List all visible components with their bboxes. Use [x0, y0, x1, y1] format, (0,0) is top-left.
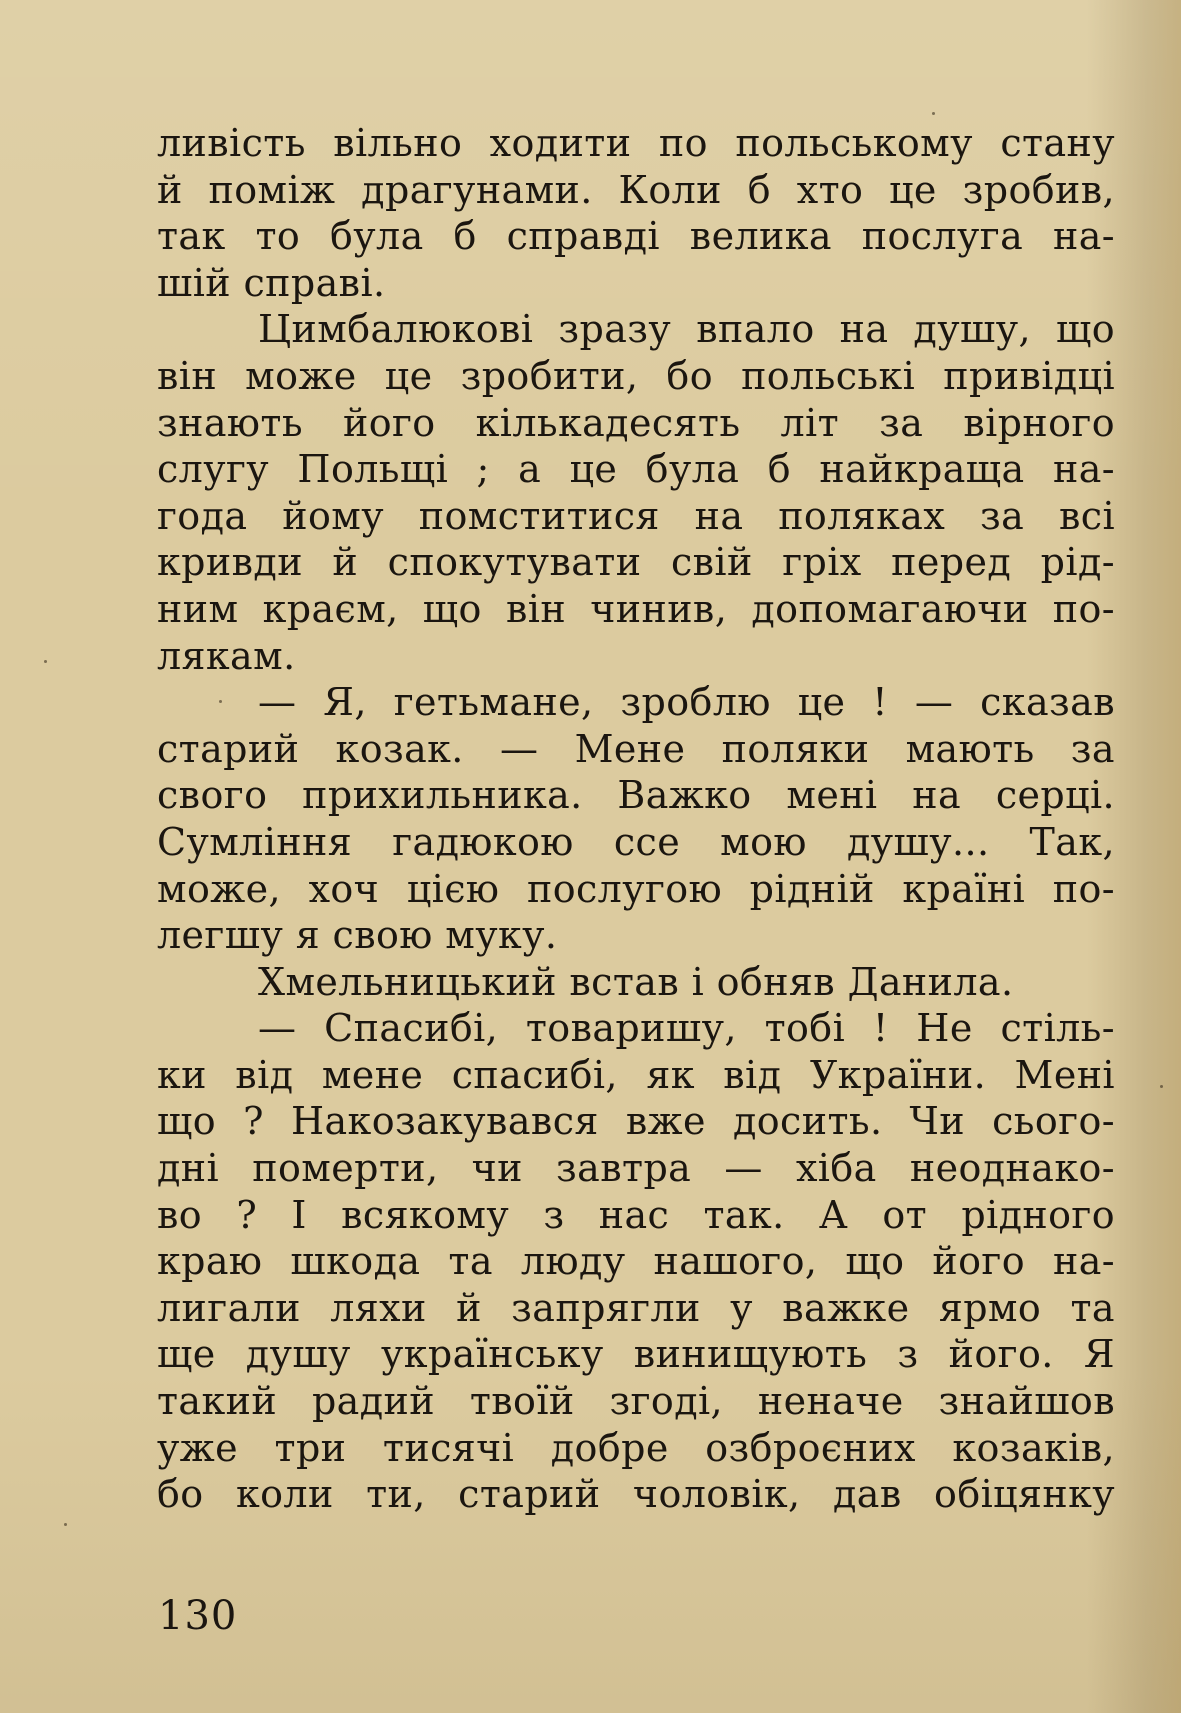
text-line: дні померти, чи завтра — хіба неоднако- [157, 1146, 1115, 1191]
text-line: що ? Накозакувався вже досить. Чи сього- [157, 1099, 1115, 1144]
text-line: краю шкода та люду нашого, що його на- [157, 1239, 1115, 1284]
text-line: так то була б справді велика послуга на- [157, 214, 1115, 259]
ink-speck [64, 1523, 67, 1526]
text-line: він може це зробити, бо польські привідці [157, 353, 1115, 398]
text-line: года йому помститися на поляках за всі [157, 493, 1115, 538]
body-text [157, 120, 1115, 1518]
text-line: уже три тисячі добре озброєних козаків, [157, 1425, 1115, 1470]
text-line: слугу Польщі ; а це була б найкраща на- [157, 447, 1115, 492]
ink-speck [1160, 1085, 1163, 1088]
text-line: — Спасибі, товаришу, тобі ! Не стіль- [258, 1006, 1115, 1051]
text-line: Сумління гадюкою ссе мою душу... Так, [157, 819, 1115, 864]
text-line: Цимбалюкові зразу впало на душу, що [258, 307, 1115, 352]
ink-speck [44, 660, 47, 663]
text-line: ним краєм, що він чинив, допомагаючи по- [157, 586, 1115, 631]
text-line: во ? І всякому з нас так. А от рідного [157, 1192, 1115, 1237]
text-line: Хмельницький встав і обняв Данила. [258, 959, 1014, 1004]
text-line: — Я, гетьмане, зроблю це ! — сказав [258, 680, 1115, 725]
text-line: може, хоч цією послугою рідній країні по- [157, 866, 1115, 911]
page-number: 130 [158, 1593, 238, 1639]
text-line: знають його кількадесять літ за вірного [157, 400, 1115, 445]
text-line: й поміж драгунами. Коли б хто це зробив, [157, 167, 1115, 212]
text-line: ще душу українську винищують з його. Я [157, 1332, 1115, 1377]
text-line: такий радий твоїй згоді, неначе знайшов [157, 1379, 1115, 1424]
text-line: лигали ляхи й запрягли у важке ярмо та [157, 1285, 1115, 1330]
text-line: шій справі. [157, 260, 386, 305]
text-line: легшу я свою муку. [157, 913, 558, 958]
text-line: бо коли ти, старий чоловік, дав обіцянку [157, 1472, 1115, 1517]
ink-speck [932, 112, 935, 115]
text-line: старий козак. — Мене поляки мають за [157, 726, 1115, 771]
text-line: ливість вільно ходити по польському стану [157, 121, 1115, 165]
ink-speck [219, 700, 222, 703]
text-line: ки від мене спасибі, як від України. Мені [157, 1052, 1115, 1097]
text-line: лякам. [157, 633, 296, 678]
text-line: кривди й спокутувати свій гріх перед рід- [157, 540, 1115, 585]
text-line: свого прихильника. Важко мені на серці. [157, 773, 1115, 818]
